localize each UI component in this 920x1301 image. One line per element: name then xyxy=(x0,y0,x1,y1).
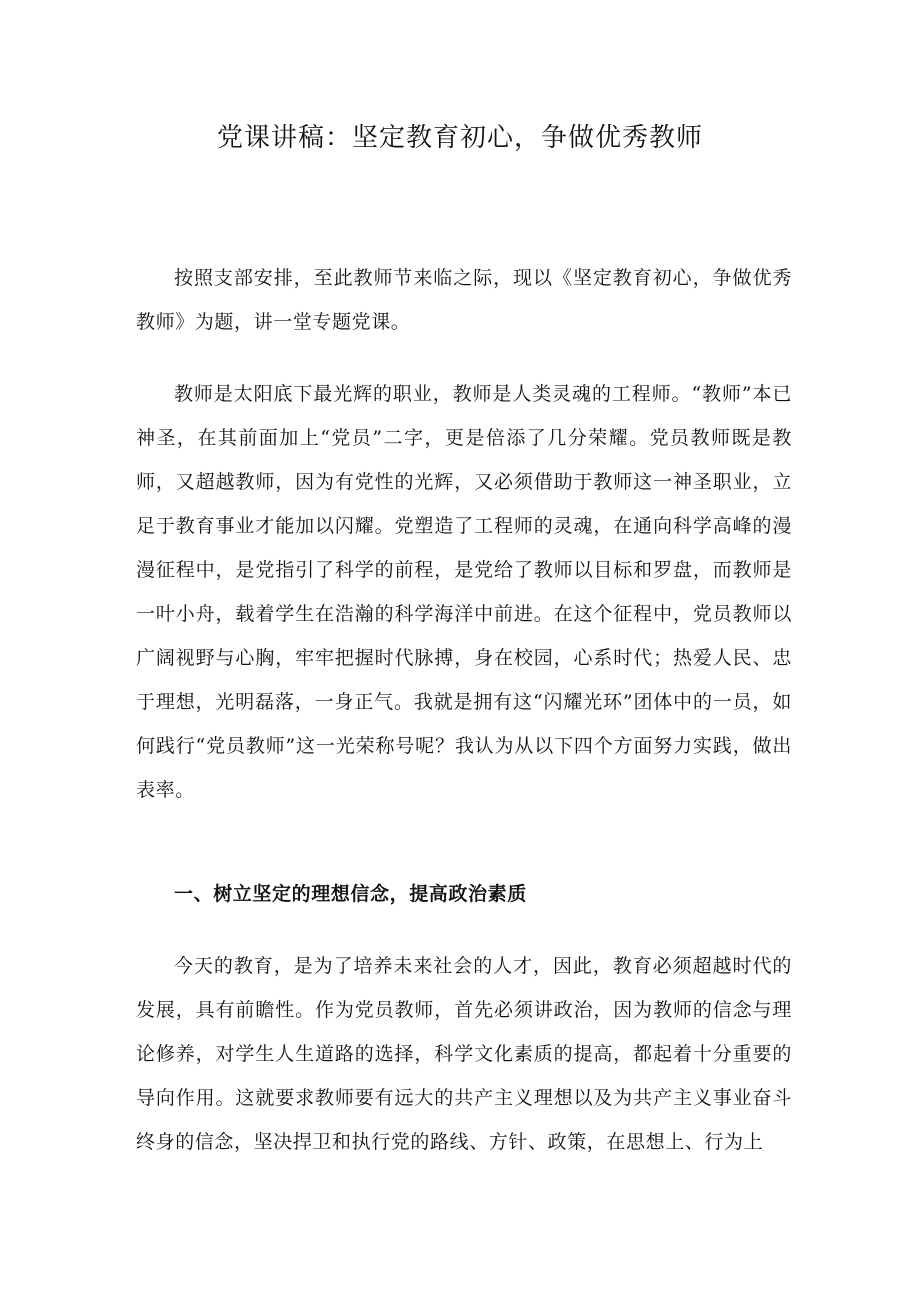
document-title: 党课讲稿：坚定教育初心，争做优秀教师 xyxy=(216,123,703,153)
section-paragraph: 今天的教育，是为了培养未来社会的人才，因此，教育必须超越时代的发展，具有前瞻性。作为党员教师，首先必须讲政治，因为教师的信念与理论修养，对学生人生道路的选择，科学文化素质的提高，都起着十分重要的导向作用。这就要求教师要有远大的共产主义理想以及为共产主义事业奋斗终身的信念，坚决捍卫和执行党的路线、方针、政策，在思想上、行为上 xyxy=(136,955,792,1153)
section-heading: 一、树立坚定的理想信念，提高政治素质 xyxy=(174,883,527,905)
body-paragraph: 教师是太阳底下最光辉的职业，教师是人类灵魂的工程师。“教师”本已神圣，在其前面加上“党员”二字，更是倍添了几分荣耀。党员教师既是教师，又超越教师，因为有党性的光辉，又必须借助于教师这一神圣职业，立足于教育事业才能加以闪耀。党塑造了工程师的灵魂，在通向科学高峰的漫漫征程中，是党指引了科学的前程，是党给了教师以目标和罗盘，而教师是一叶小舟，载着学生在浩瀚的科学海洋中前进。在这个征程中，党员教师以广阔视野与心胸，牢牢把握时代脉搏，身在校园，心系时代；热爱人民、忠于理想，光明磊落，一身正气。我就是拥有这“闪耀光环”团体中的一员，如何践行“党员教师”这一光荣称号呢？我认为从以下四个方面努力实践，做出表率。 xyxy=(136,383,792,801)
intro-paragraph: 按照支部安排，至此教师节来临之际，现以《坚定教育初心，争做优秀教师》为题，讲一堂专题党课。 xyxy=(136,267,792,333)
